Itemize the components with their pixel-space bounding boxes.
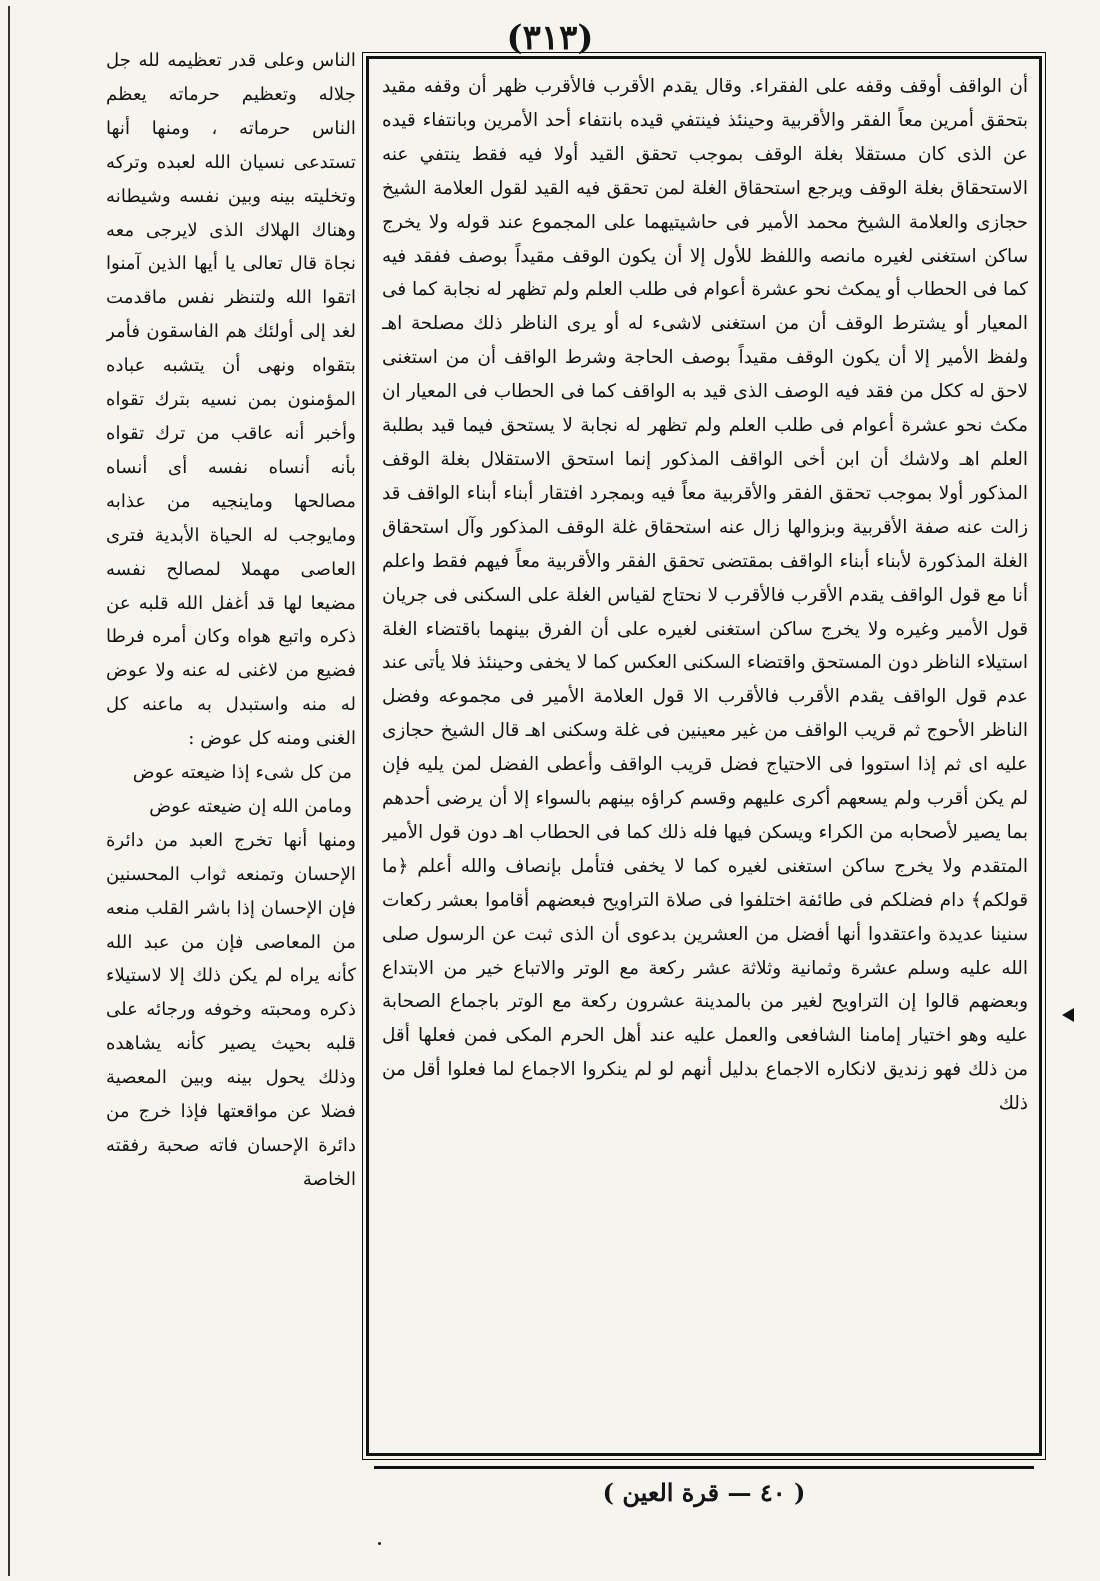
margin-verse-line: من كل شىء إذا ضيعته عوض: [132, 762, 352, 784]
margin-paragraph: الناس وعلى قدر تعظيمه لله جل جلاله وتعظيم حرماته يعظم الناس حرماته ، ومنها أنها تستدعى نسيان الله لعبده وتركه وتخليته بينه وبين نفسه وشيطانه وهناك الهلاك الذى لايرجى معه نجاة قال تعالى يا أيها الذين آمنوا اتقوا الله ولتنظر نفس ماقدمت لغد إلى أولئك هم الفاسقون فأمر بتقواه ونهى أن يتشبه عباده المؤمنون بمن نسيه بترك تقواه وأخبر أنه عاقب من ترك تقواه بأنه أنساه نفسه أى أنساه مصالحها وماينجيه من عذابه ومايوجب له الحياة الأبدية فترى العاصى مهملا لمصالح نفسه مضيعا لها قد أغفل الله قلبه عن ذكره واتبع هواه وكان أمره فرطا فضيع من لاغنى له عنه ولا عوض له منه واستبدل به ماعنه كل الغنى ومنه كل عوض :: [106, 50, 356, 750]
margin-arrow-mark: [1062, 1008, 1074, 1022]
margin-commentary-column: [106, 44, 356, 1449]
signature-footer: ( ٤٠ — قرة العين ): [602, 1478, 806, 1507]
main-text-column: [382, 70, 1028, 1445]
main-paragraph: أن الواقف أوقف وقفه على الفقراء. وقال يقدم الأقرب فالأقرب ظهر أن وقفه مقيد بتحقق أمرين معاً الفقر والأقربية وحينئذ فينتفي قيده بانتفاء أحد الأمرين وبانتفاء قيده عن الذى كان مستقلا بغلة الوقف بموجب تحقق القيد أولا فيه فقط ينتفي عنه الاستحقاق بغلة الوقف ويرجع استحقاق الغلة لمن تحقق فيه القيد لقول العلامة الشيخ حجازى والعلامة الشيخ محمد الأمير فى حاشيتيهما على المجموع عند قوله ولا يخرج ساكن استغنى لغيره مانصه واللفظ للأول إلا أن يكون الوقف مقيداً بوصف ففقد فيه كما فى الحطاب أو يمكث نحو عشرة أعوام فى طلب العلم ولم تظهر له نجابة كما فى المعيار أو يشترط الوقف أن من استغنى لاشىء له أو يرى الناظر ذلك مصلحة اهـ ولفظ الأمير إلا أن يكون الوقف مقيداً بوصف الحاجة وشرط الواقف أن من استغنى لاحق له ككل من فقد فيه الوصف الذى قيد به الواقف كما فى الحطاب فى المعيار ان مكث نحو عشرة أعوام فى طلب العلم ولم تظهر له نجابة لا يستحق فيما قيد بطلبة العلم اهـ ولاشك أن ابن أخى الواقف المذكور إنما استحق الاستقلال بغلة الوقف المذكور أولا بموجب تحقق الفقر والأقربية معاً فيه وبمجرد افتقار أبناء أبناء الواقف قد زالت عنه صفة الأقربية وبزوالها زال عنه استحقاق غلة الوقف المذكور وآل استحقاق الغلة المذكورة لأبناء أبناء الواقف بمقتضى تحقق الفقر والأقربية معاً فيهم فقط واعلم أنا مع قول الواقف يقدم الأقرب فالأقرب لا نحتاج لقياس الغلة على السكنى فى جريان قول الأمير وغيره ولا يخرج ساكن استغنى لغيره على أن الفرق بينهما باقتضاء الغلة استيلاء الناظر دون المستحق واقتضاء السكنى العكس كما لا يخفى وحينئذ فلا يأتى عند عدم قول الواقف يقدم الأقرب فالأقرب الا قول العلامة الأمير فى مجموعه وفضل الناظر الأحوج ثم قريب الواقف من غير معينين فى غلة وسكنى اهـ قال الشيخ حجازى عليه اى ثم إذا استووا فى الاحتياج فضل قريب الواقف وأعطى الفضل لمن يليه فإن لم يكن أقرب ولم يسعهم أكرى عليهم وقسم كراؤه بينهم بالسواء إلا أن يرضى أحدهم بما يصير لأصحابه من الكراء ويسكن فيها فله ذلك كما فى الحطاب اهـ دون قول الأمير المتقدم ولا يخرج ساكن استغنى لغيره كما لا يخفى فتأمل بإنصاف والله أعلم ﴿ما قولكم﴾ دام فضلكم فى طائفة اختلفوا فى صلاة التراويح فبعضهم أقاموا بعشر ركعات سنينا عديدة واعتقدوا أنها أفضل من العشرين بدعوى أن الذى ثبت عن الرسول صلى الله عليه وسلم عشرة وثمانية وثلاثة عشر ركعة مع الوتر والاتباع خير من الابتداع وبعضهم قالوا إن التراويح لغير من بالمدينة عشرون ركعة مع الوتر باجماع الصحابة عليه وهو اختيار إمامنا الشافعى والعمل عليه عند أهل الحرم المكى فمن فعلها أقل من ذلك فهو زنديق لانكاره الاجماع بدليل أنهم لو لم ينكروا الاجماع لما فعلوا أقل من ذلك: [382, 76, 1028, 1115]
footer-rule: [374, 1466, 1034, 1469]
ink-dot: [378, 1542, 381, 1545]
margin-verse-line: ومامن الله إن ضيعته عوض: [149, 795, 352, 817]
margin-paragraph: ومنها أنها تخرج العبد من دائرة الإحسان وتمنعه ثواب المحسنين فإن الإحسان إذا باشر القلب منعه من المعاصى فإن من عبد الله كأنه يراه لم يكن ذلك إلا لاستيلاء ذكره ومحبته وخوفه ورجائه على قلبه بحيث يصير كأنه يشاهده وذلك يحول بينه وبين المعصية فضلا عن مواقعتها فإذا خرج من دائرة الإحسان فاته صحبة رفقته الخاصة: [106, 829, 356, 1190]
page-edge-rule: [8, 6, 10, 1576]
page-number: (٣١٣): [506, 18, 594, 58]
